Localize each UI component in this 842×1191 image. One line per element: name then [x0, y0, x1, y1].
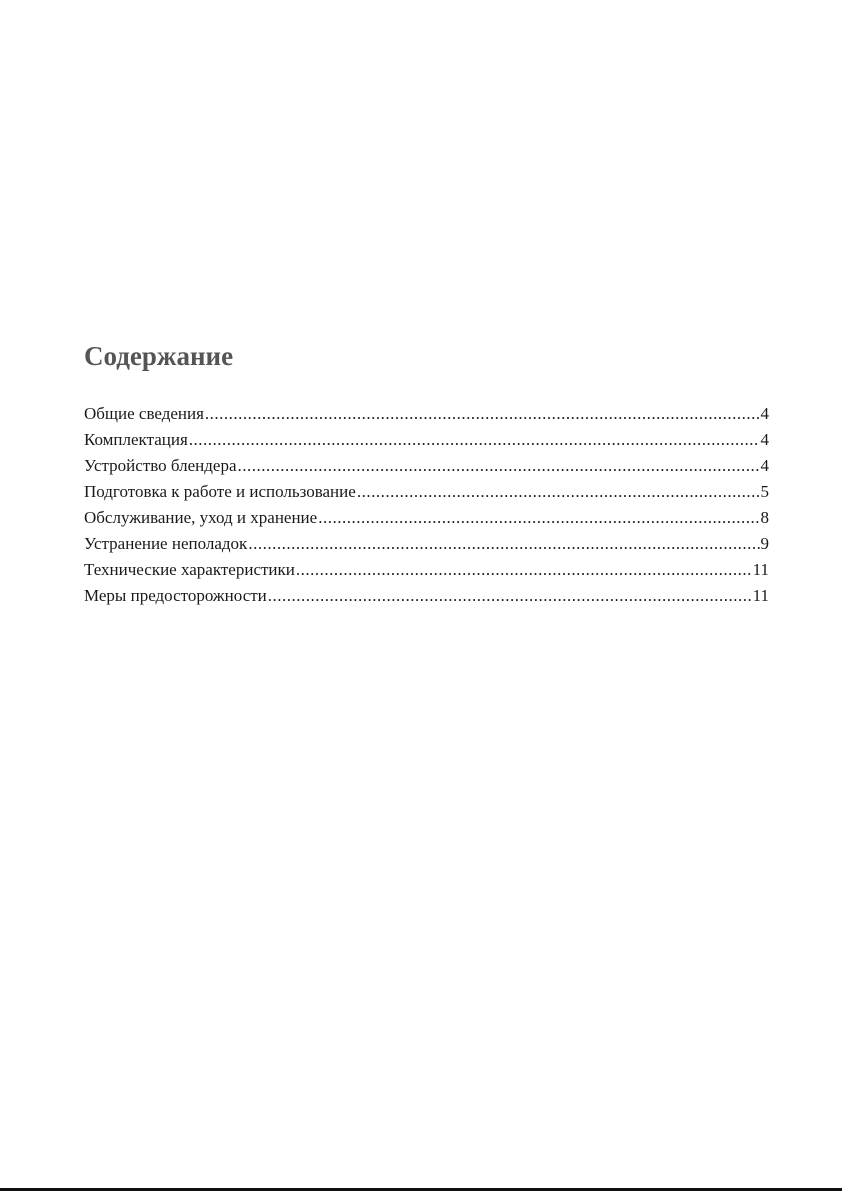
toc-page-number: 8	[760, 508, 769, 527]
toc-dot-leader	[189, 427, 760, 453]
toc-entry-blender-design[interactable]	[84, 453, 769, 479]
toc-entry-text: Меры предосторожности	[84, 586, 267, 605]
toc-page-number: 11	[752, 586, 769, 605]
toc-dot-leader	[296, 557, 752, 583]
toc-entry-preparation-and-use[interactable]	[84, 479, 769, 505]
toc-entry-text: Общие сведения	[84, 404, 204, 423]
toc-entry-technical-specs[interactable]	[84, 557, 769, 583]
toc-dot-leader	[238, 453, 760, 479]
toc-entry-text: Технические характеристики	[84, 560, 295, 579]
toc-page-number: 4	[760, 430, 769, 449]
toc-entry-text: Обслуживание, уход и хранение	[84, 508, 318, 527]
toc-entry-troubleshooting[interactable]	[84, 531, 769, 557]
toc-page-number: 5	[760, 482, 769, 501]
toc-entry-safety-precautions[interactable]	[84, 583, 769, 609]
toc-entry-text: Устройство блендера	[84, 456, 237, 475]
toc-dot-leader	[248, 531, 759, 557]
toc-entry-text: Комплектация	[84, 430, 188, 449]
toc-dot-leader	[205, 401, 760, 427]
toc-title: Содержание	[84, 341, 234, 371]
toc-entry-text: Устранение неполадок	[84, 534, 248, 553]
toc-page-number: 11	[752, 560, 769, 579]
toc-entry-package-contents[interactable]	[84, 427, 769, 453]
toc-list	[84, 401, 769, 609]
toc-entry-maintenance-and-storage[interactable]	[84, 505, 769, 531]
toc-dot-leader	[318, 505, 759, 531]
toc-page-number: 4	[760, 404, 769, 423]
toc-entry-text: Подготовка к работе и использование	[84, 482, 356, 501]
toc-page-number: 9	[760, 534, 769, 553]
toc-dot-leader	[357, 479, 760, 505]
toc-page-number: 4	[760, 456, 769, 475]
toc-dot-leader	[268, 583, 752, 609]
toc-entry-general-info[interactable]	[84, 401, 769, 427]
